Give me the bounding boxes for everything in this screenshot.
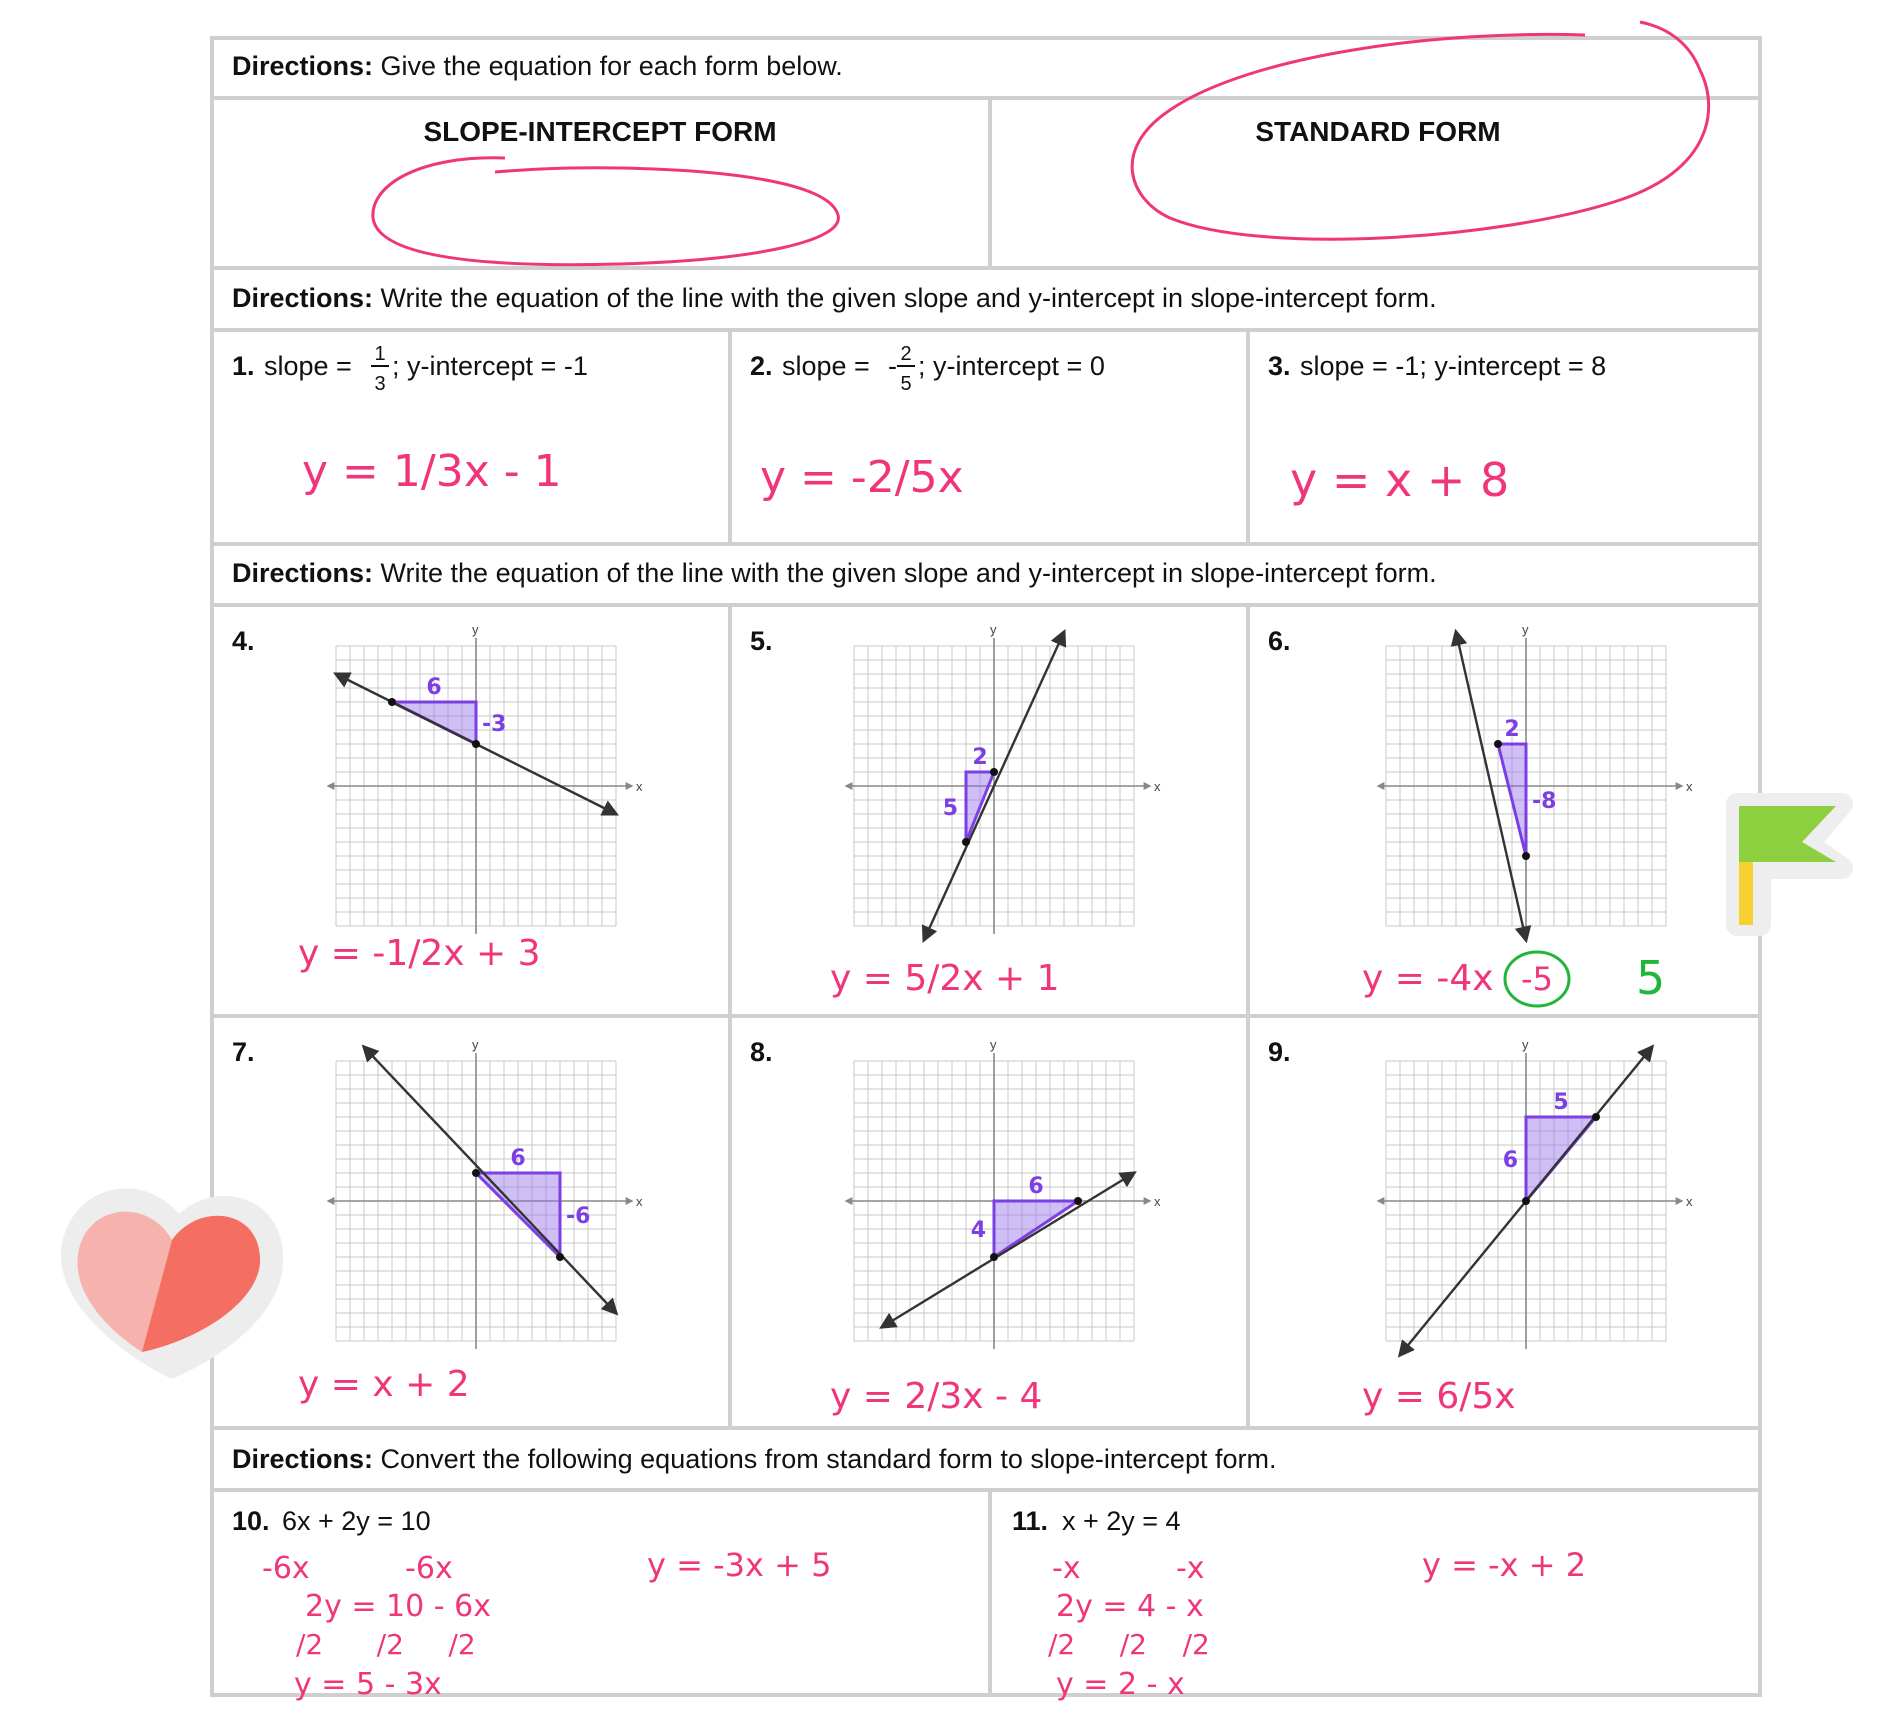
problem-number: 1.: [232, 351, 255, 381]
handwritten-answer: y = -3x + 5: [647, 1546, 832, 1584]
intercept-label: ; y-intercept = 0: [918, 351, 1105, 381]
problem-1: [232, 343, 588, 497]
slope-label: slope = -1; y-intercept = 8: [1300, 351, 1607, 381]
directions-label: Directions:: [232, 1444, 374, 1474]
coordinate-grid: [328, 1037, 643, 1349]
y-axis-label: y: [472, 1037, 479, 1052]
problem-number: 5.: [750, 626, 773, 656]
y-axis-label: y: [1522, 1037, 1529, 1052]
coordinate-grid: [1378, 622, 1693, 934]
x-axis-label: x: [636, 1194, 643, 1209]
graph-point: [962, 838, 970, 846]
flag-icon: [1737, 804, 1842, 925]
heart-icon: [72, 1199, 272, 1367]
graph-point: [1522, 852, 1530, 860]
x-axis-label: x: [1154, 779, 1161, 794]
work-line: 2y = 10 - 6x: [305, 1589, 491, 1624]
handwritten-answer: y = 2/3x - 4: [830, 1376, 1043, 1417]
rise-label: -3: [482, 712, 507, 737]
graph-problem-6: [1268, 622, 1693, 1006]
problem-number: 6.: [1268, 626, 1291, 656]
problem-number: 9.: [1268, 1037, 1291, 1067]
fraction-denominator: 3: [374, 373, 386, 395]
work-line: -6x -6x: [262, 1551, 453, 1586]
coordinate-grid: [846, 1037, 1161, 1349]
handwritten-answer: y = -1/2x + 3: [298, 933, 541, 974]
run-label: 2: [972, 745, 988, 770]
fraction-numerator: 1: [374, 343, 386, 365]
handwritten-answer: y = 1/3x - 1: [302, 446, 562, 497]
directions-3: [232, 558, 1437, 588]
rise-label: -6: [566, 1204, 591, 1229]
rise-label: 6: [1502, 1148, 1518, 1173]
handwritten-answer: y = x + 2: [298, 1364, 470, 1405]
problem-2: [750, 343, 1105, 503]
graph-point: [990, 768, 998, 776]
graph-problem-4: [232, 622, 643, 974]
work-line: 2y = 4 - x: [1056, 1589, 1204, 1624]
problem-number: 10.: [232, 1506, 270, 1536]
y-axis-label: y: [472, 622, 479, 637]
fraction-numerator: 2: [900, 343, 912, 365]
graph-problem-8: [750, 1037, 1161, 1417]
x-axis-label: x: [1154, 1194, 1161, 1209]
graph-point: [1074, 1197, 1082, 1205]
run-label: 6: [1028, 1174, 1044, 1199]
problem-number: 8.: [750, 1037, 773, 1067]
work-line: -x -x: [1052, 1551, 1205, 1586]
graph-problems: [232, 622, 1693, 1417]
problem-3: [1268, 351, 1606, 507]
x-axis-label: x: [636, 779, 643, 794]
y-axis-label: y: [1522, 622, 1529, 637]
handwritten-answer: y = 6/5x: [1362, 1376, 1516, 1417]
directions-4: [232, 1444, 1276, 1474]
run-label: 6: [426, 675, 442, 700]
graph-point: [1592, 1113, 1600, 1121]
slope-label: slope =: [782, 351, 870, 381]
directions-text: Write the equation of the line with the given slope and y-intercept in slope-intercept form.: [373, 283, 1437, 313]
standard-form-header: STANDARD FORM: [1255, 116, 1501, 147]
graph-problem-9: [1268, 1037, 1693, 1417]
rise-label: 5: [942, 796, 958, 821]
graph-point: [1494, 740, 1502, 748]
handwritten-answer: y = 5/2x + 1: [830, 958, 1060, 999]
graph-point: [1522, 1197, 1530, 1205]
fraction-denominator: 5: [900, 373, 912, 395]
handwritten-answer: y = x + 8: [1290, 453, 1510, 507]
graph-problem-7: [232, 1037, 643, 1405]
directions-text: Write the equation of the line with the given slope and y-intercept in slope-intercept form.: [373, 558, 1437, 588]
intercept-label: ; y-intercept = -1: [392, 351, 588, 381]
problem-equation: 6x + 2y = 10: [282, 1506, 431, 1536]
coordinate-grid: [846, 622, 1161, 934]
work-line: y = 5 - 3x: [294, 1667, 442, 1702]
circled-value: -5: [1521, 960, 1553, 998]
graph-point: [472, 1169, 480, 1177]
correction-value: 5: [1636, 951, 1666, 1005]
directions-2: [232, 283, 1437, 313]
handwritten-answer: y = -4x: [1362, 958, 1494, 999]
work-line: /2 /2 /2: [1048, 1628, 1210, 1661]
problem-number: 2.: [750, 351, 773, 381]
work-line: y = 2 - x: [1056, 1667, 1185, 1702]
slope-intercept-form-header: SLOPE-INTERCEPT FORM: [423, 116, 777, 147]
problem-number: 11.: [1012, 1506, 1049, 1536]
x-axis-label: x: [1686, 779, 1693, 794]
handwritten-answer: y = -x + 2: [1422, 1546, 1587, 1584]
graph-point: [990, 1253, 998, 1261]
work-line: /2 /2 /2: [296, 1628, 476, 1661]
graph-problem-5: [750, 622, 1161, 999]
scribble-circle-left: [373, 158, 839, 265]
directions-text: Convert the following equations from standard form to slope-intercept form.: [373, 1444, 1277, 1474]
handwritten-answer: y = -2/5x: [760, 452, 964, 503]
problem-number: 4.: [232, 626, 255, 656]
slope-label: slope =: [264, 351, 352, 381]
directions-label: Directions:: [232, 51, 374, 81]
directions-label: Directions:: [232, 558, 374, 588]
y-axis-label: y: [990, 622, 997, 637]
problem-11: [1012, 1506, 1586, 1702]
graph-point: [556, 1253, 564, 1261]
problem-number: 7.: [232, 1037, 255, 1067]
rise-label: -8: [1532, 789, 1557, 814]
coordinate-grid: [328, 622, 643, 934]
run-label: 2: [1504, 717, 1520, 742]
directions-text: Give the equation for each form below.: [373, 51, 843, 81]
problem-equation: x + 2y = 4: [1062, 1506, 1181, 1536]
rise-label: 4: [970, 1218, 986, 1243]
y-axis-label: y: [990, 1037, 997, 1052]
graph-point: [388, 698, 396, 706]
coordinate-grid: [1378, 1037, 1693, 1349]
slope-sign: -: [888, 351, 897, 381]
run-label: 6: [510, 1146, 526, 1171]
directions-label: Directions:: [232, 283, 374, 313]
run-label: 5: [1553, 1090, 1569, 1115]
problem-number: 3.: [1268, 351, 1291, 381]
directions-1: [232, 51, 843, 81]
x-axis-label: x: [1686, 1194, 1693, 1209]
graph-point: [472, 740, 480, 748]
problem-10: [232, 1506, 831, 1702]
